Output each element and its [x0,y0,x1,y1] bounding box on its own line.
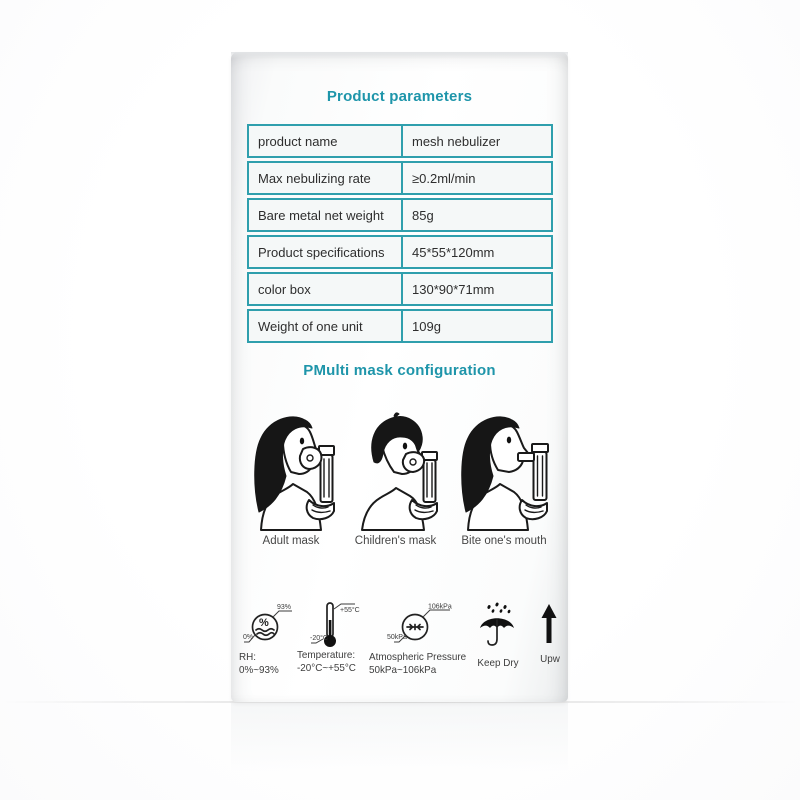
table-row [247,124,553,158]
pressure-caption-line1: Atmospheric Pressure [369,651,467,663]
keep-dry-icon [477,602,519,648]
row-value: 45*55*120mm [412,244,495,260]
row-value: 109g [412,318,441,334]
figure-adult-mask [243,408,339,547]
section-title-mask-configuration: PMulti mask configuration [303,362,496,379]
keep-dry-label: Keep Dry [477,657,519,669]
row-label: product name [249,126,403,156]
svg-text:93%: 93% [277,604,292,611]
table-row [247,198,553,232]
row-label: Weight of one unit [249,311,403,341]
row-label: Max nebulizing rate [249,163,403,193]
mouthpiece-figure [452,408,556,530]
row-value: ≥0.2ml/min [412,170,476,186]
humidity-caption-line1: RH: [239,651,257,663]
adult-mask-figure [243,408,339,530]
keep-dry [471,598,525,670]
packaging-box-back-panel [231,52,568,702]
temperature-caption-line2: -20°C~+55°C [297,662,356,674]
row-label: Bare metal net weight [249,200,403,230]
table-row [247,272,553,306]
table-row [247,309,553,343]
svg-text:%: % [259,617,269,629]
temperature-caption-line1: Temperature: [297,649,356,661]
parameters-table [247,124,553,346]
svg-text:-20°C: -20°C [310,635,328,642]
humidity-caption-line2: 0%~93% [239,664,279,676]
upward-label: Upw [540,653,560,665]
pressure-icon [387,604,451,648]
svg-text:0%: 0% [243,634,254,641]
storage-conditions-row [231,598,568,693]
row-label: Product specifications [249,237,403,267]
row-value: 85g [412,207,434,223]
svg-text:106kPa: 106kPa [428,603,452,611]
figure-children-mask [348,408,444,547]
row-value: 130*90*71mm [412,281,495,297]
humidity-limit [239,598,297,677]
row-value: mesh nebulizer [412,133,501,149]
section-title-product-parameters: Product parameters [326,88,473,105]
pressure-caption-line2: 50kPa~106kPa [369,664,437,676]
figure-caption: Children's mask [354,535,437,547]
mask-configuration-figures [243,408,556,547]
figure-mouthpiece [452,408,556,547]
table-row [247,235,553,269]
upward-arrow-icon [540,604,558,644]
temperature-limit [297,598,371,675]
pressure-limit [369,598,469,677]
box-reflection [231,703,568,788]
humidity-icon [243,602,293,648]
figure-caption: Adult mask [262,535,320,547]
svg-text:+55°C: +55°C [340,607,360,614]
table-row [247,161,553,195]
temperature-icon [310,600,360,648]
figure-caption: Bite one's mouth [461,535,547,547]
this-way-up [528,598,572,666]
svg-text:50kPa: 50kPa [387,634,407,641]
row-label: color box [249,274,403,304]
child-mask-figure [348,408,444,530]
